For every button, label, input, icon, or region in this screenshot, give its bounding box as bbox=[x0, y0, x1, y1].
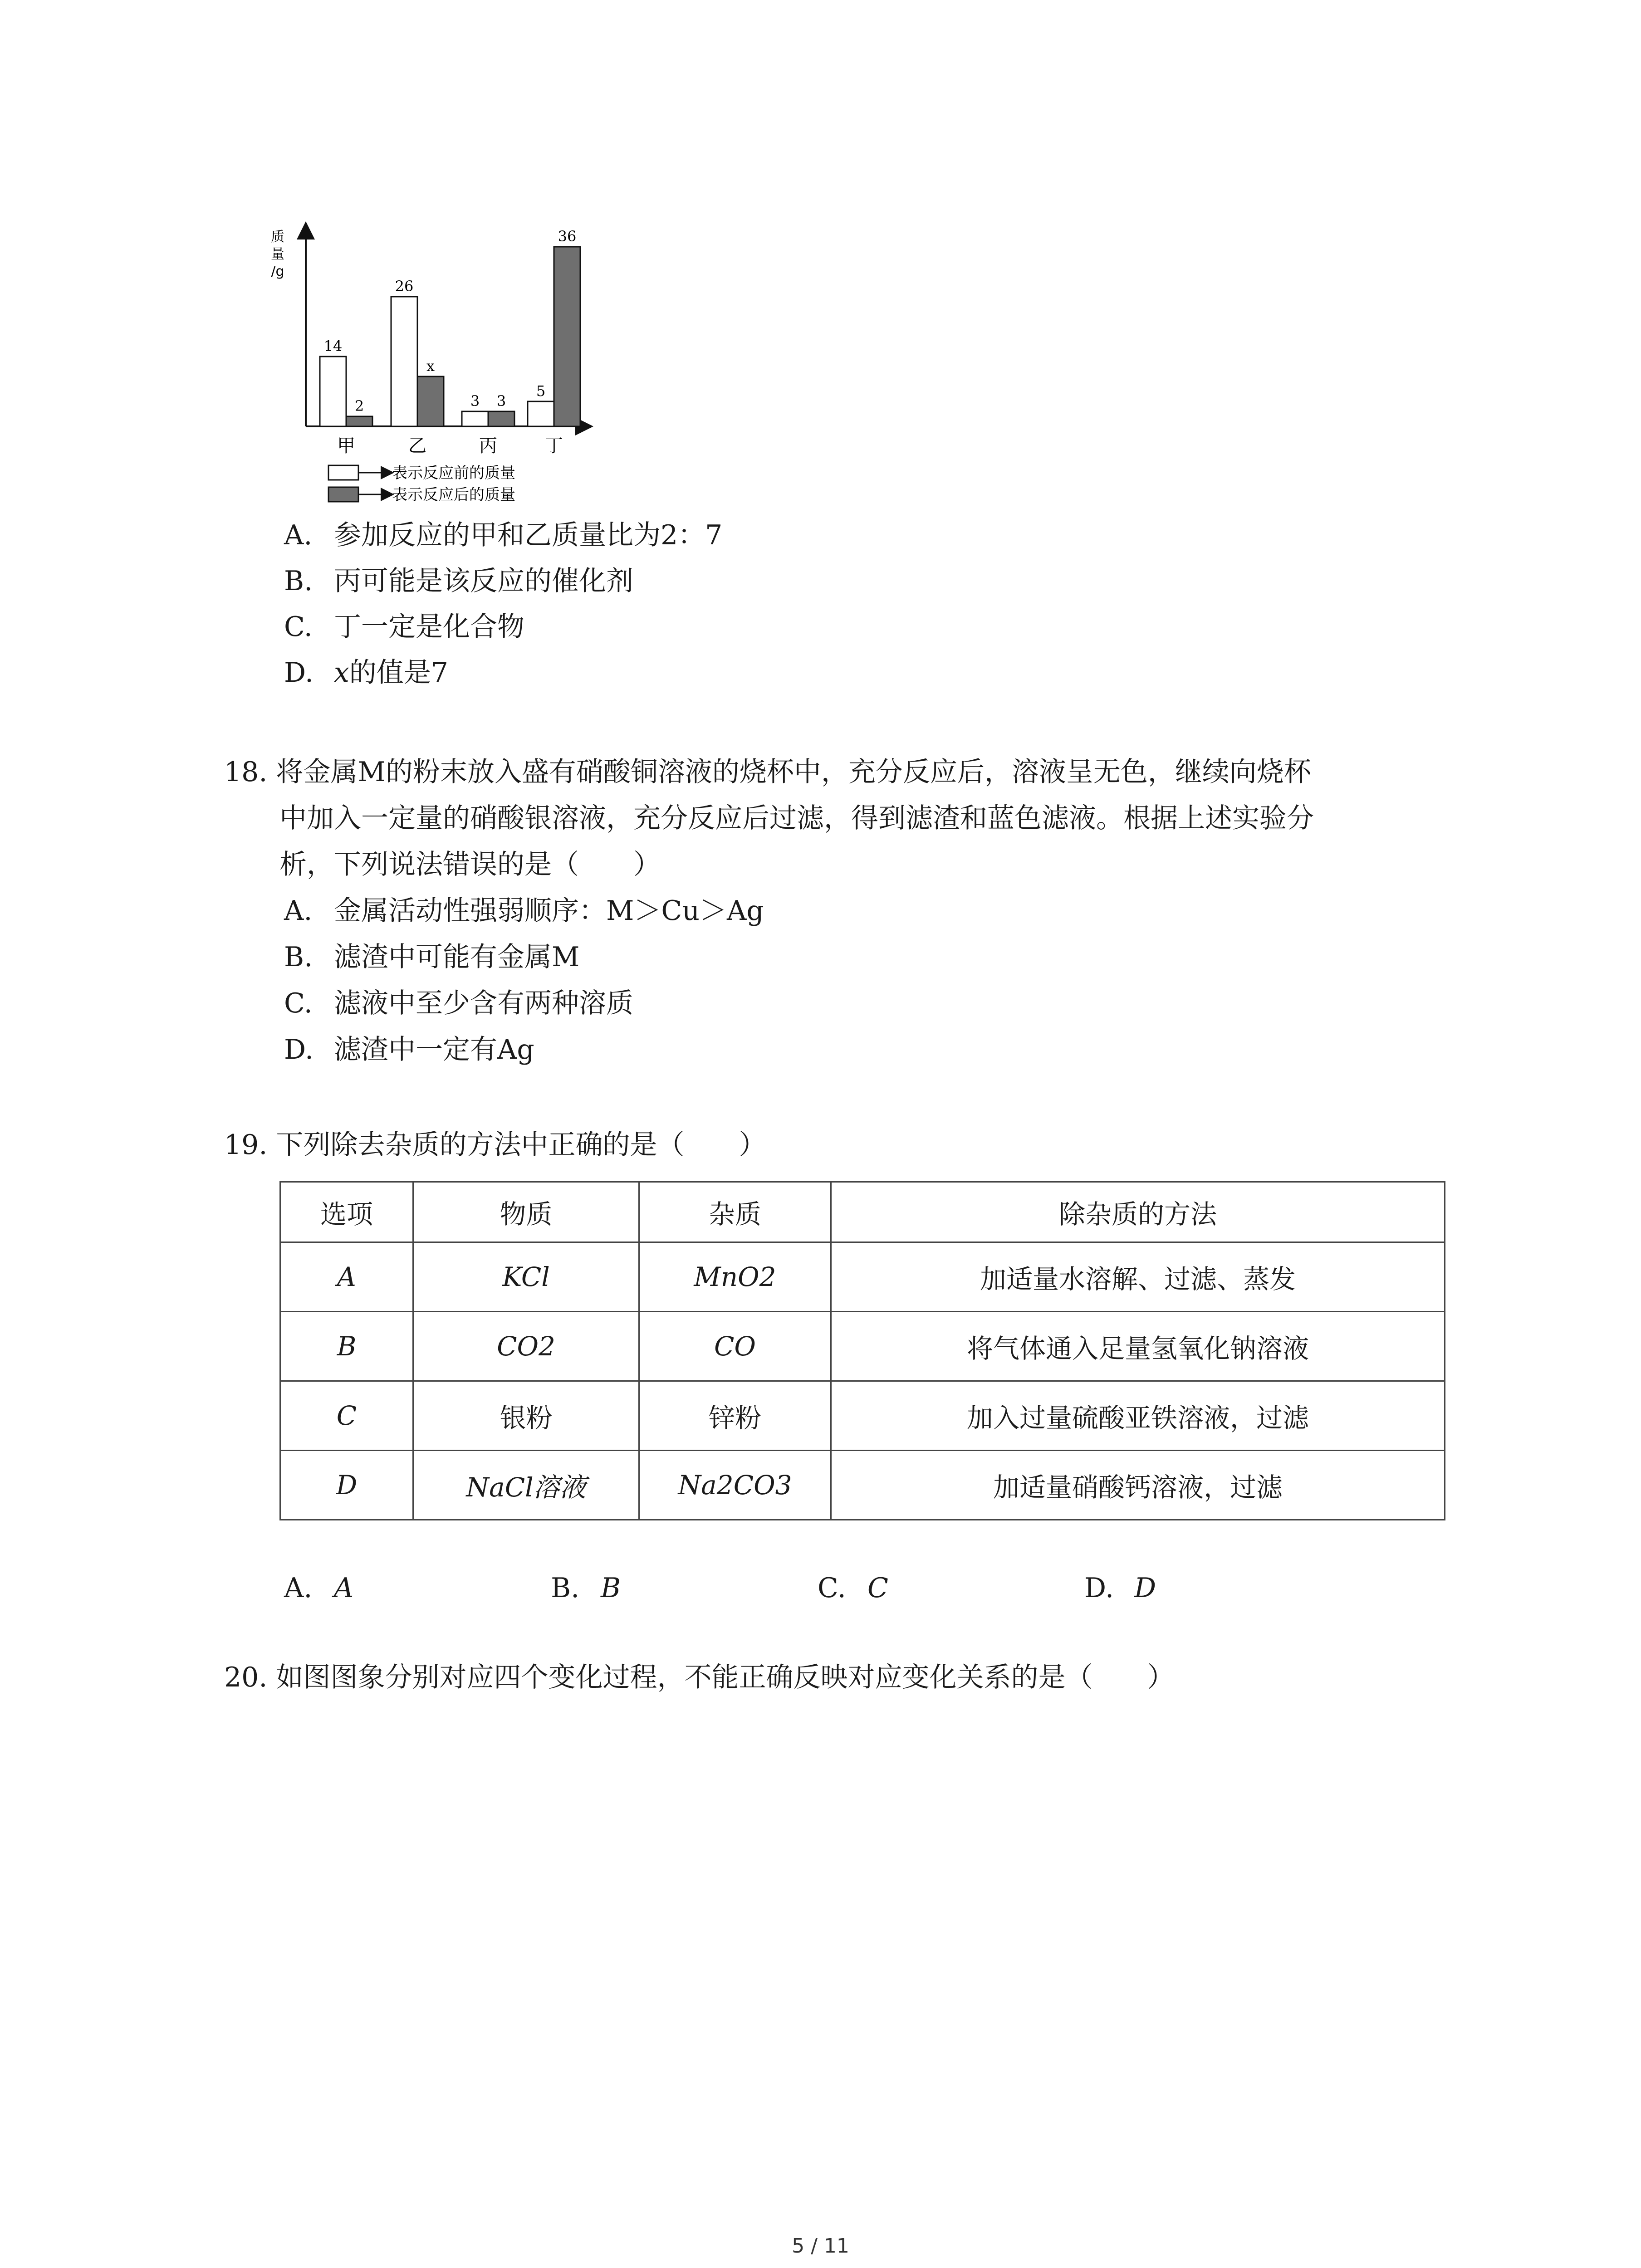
option-variable: x bbox=[334, 657, 349, 689]
table-cell: 银粉 bbox=[413, 1381, 639, 1451]
option-label: A. bbox=[284, 895, 313, 927]
q18-option-a bbox=[284, 894, 764, 927]
answer-text: B bbox=[601, 1572, 621, 1604]
answer-text: A bbox=[334, 1572, 354, 1604]
table-cell: 锌粉 bbox=[639, 1381, 831, 1451]
answer-text: D bbox=[1134, 1572, 1156, 1604]
table-row bbox=[280, 1381, 1445, 1451]
option-text: 滤渣中一定有Ag bbox=[334, 1034, 534, 1066]
bar-after-乙 bbox=[417, 376, 444, 426]
q19-stem: 19. 下列除去杂质的方法中正确的是（ ） bbox=[224, 1129, 766, 1161]
bar-before-丙 bbox=[462, 411, 488, 426]
table-cell: 加适量硝酸钙溶液，过滤 bbox=[831, 1451, 1445, 1520]
q18-stem-line-3: 析，下列说法错误的是（ ） bbox=[279, 849, 661, 880]
option-text: 金属活动性强弱顺序：M＞Cu＞Ag bbox=[334, 895, 764, 927]
table-header-cell: 选项 bbox=[280, 1182, 413, 1242]
legend-label: 表示反应前的质量 bbox=[392, 464, 515, 482]
data-label-after: 3 bbox=[496, 392, 506, 410]
table-header-row bbox=[280, 1182, 1445, 1242]
bar-before-甲 bbox=[320, 357, 346, 426]
table-header-cell: 除杂质的方法 bbox=[831, 1182, 1445, 1242]
data-label-before: 14 bbox=[323, 337, 343, 355]
bar-after-甲 bbox=[346, 416, 372, 426]
q19-answer-a bbox=[284, 1572, 353, 1604]
q20-stem: 20. 如图图象分别对应四个变化过程，不能正确反映对应变化关系的是（ ） bbox=[224, 1662, 1175, 1693]
q18-stem-line-2: 中加入一定量的硝酸银溶液，充分反应后过滤，得到滤渣和蓝色滤液。根据上述实验分 bbox=[279, 802, 1314, 834]
bar-after-丁 bbox=[554, 247, 580, 426]
option-text: 丙可能是该反应的催化剂 bbox=[334, 565, 633, 597]
mass-bar-chart bbox=[254, 213, 617, 522]
table-cell: KCl bbox=[413, 1242, 639, 1312]
option-label: B. bbox=[284, 565, 313, 597]
q17-option-d bbox=[284, 656, 448, 689]
table-cell: MnO2 bbox=[639, 1242, 831, 1312]
data-label-after: 36 bbox=[558, 228, 577, 245]
q18-option-c bbox=[284, 987, 633, 1020]
table-cell: NaCl溶液 bbox=[413, 1451, 639, 1520]
y-label-line2: 量 bbox=[271, 246, 284, 262]
option-label: A. bbox=[284, 519, 313, 551]
option-text: 丁一定是化合物 bbox=[334, 611, 524, 643]
table-cell: 加适量水溶解、过滤、蒸发 bbox=[831, 1242, 1445, 1312]
legend-swatch bbox=[328, 465, 358, 480]
table-cell: B bbox=[280, 1312, 413, 1381]
table-row bbox=[280, 1312, 1445, 1381]
option-label: B. bbox=[284, 941, 313, 973]
q19-answer-c bbox=[818, 1572, 888, 1604]
q18-option-b bbox=[284, 941, 579, 973]
bar-group bbox=[320, 228, 580, 426]
table-cell: D bbox=[280, 1451, 413, 1520]
y-label-line3: /g bbox=[271, 264, 284, 279]
option-label: D. bbox=[284, 657, 314, 689]
answer-label: B. bbox=[551, 1572, 580, 1604]
table-cell: 将气体通入足量氢氧化钠溶液 bbox=[831, 1312, 1445, 1381]
option-label: D. bbox=[284, 1034, 314, 1066]
data-label-before: 26 bbox=[395, 278, 414, 295]
bar-after-丙 bbox=[488, 411, 514, 426]
table-cell: CO bbox=[639, 1312, 831, 1381]
bar-before-乙 bbox=[391, 297, 417, 426]
option-label: C. bbox=[284, 611, 313, 643]
table-header-cell: 物质 bbox=[413, 1182, 639, 1242]
table-cell: A bbox=[280, 1242, 413, 1312]
q18-option-d bbox=[284, 1033, 534, 1066]
category-label: 甲 bbox=[337, 435, 355, 456]
q19-answer-d bbox=[1084, 1572, 1156, 1604]
table-row bbox=[280, 1451, 1445, 1520]
q19-answer-b bbox=[551, 1572, 621, 1604]
table-row bbox=[280, 1242, 1445, 1312]
table-cell: 加入过量硫酸亚铁溶液，过滤 bbox=[831, 1381, 1445, 1451]
data-label-before: 5 bbox=[536, 382, 546, 400]
option-label: C. bbox=[284, 987, 313, 1019]
answer-text: C bbox=[867, 1572, 888, 1604]
data-label-after: 2 bbox=[354, 397, 364, 415]
table-header-cell: 杂质 bbox=[639, 1182, 831, 1242]
q17-option-a bbox=[284, 519, 722, 552]
option-text: 参加反应的甲和乙质量比为2：7 bbox=[334, 519, 723, 551]
q17-option-c bbox=[284, 611, 524, 643]
answer-label: C. bbox=[818, 1572, 846, 1604]
answer-label: D. bbox=[1084, 1572, 1114, 1604]
legend-label: 表示反应后的质量 bbox=[392, 486, 515, 504]
category-labels bbox=[337, 435, 563, 456]
legend bbox=[328, 464, 515, 504]
q18-stem-line-1: 18. 将金属M的粉末放入盛有硝酸铜溶液的烧杯中，充分反应后，溶液呈无色，继续向烧杯 bbox=[224, 756, 1311, 788]
category-label: 乙 bbox=[408, 435, 426, 456]
option-text: 滤液中至少含有两种溶质 bbox=[334, 987, 633, 1019]
y-label-line1: 质 bbox=[271, 229, 284, 245]
data-label-after: x bbox=[426, 357, 435, 375]
q17-option-b bbox=[284, 565, 633, 597]
option-text: 的值是7 bbox=[349, 657, 449, 689]
option-text: 滤渣中可能有金属M bbox=[334, 941, 580, 973]
data-label-before: 3 bbox=[470, 392, 480, 410]
page-number: 5 / 11 bbox=[792, 2234, 849, 2258]
y-axis-label bbox=[271, 229, 284, 279]
category-label: 丙 bbox=[479, 435, 497, 456]
table-cell: Na2CO3 bbox=[639, 1451, 831, 1520]
answer-label: A. bbox=[284, 1572, 313, 1604]
category-label: 丁 bbox=[545, 435, 563, 456]
q19-options-table bbox=[279, 1181, 1445, 1520]
bar-before-丁 bbox=[528, 401, 554, 426]
table-cell: CO2 bbox=[413, 1312, 639, 1381]
legend-swatch bbox=[328, 487, 358, 502]
table-cell: C bbox=[280, 1381, 413, 1451]
